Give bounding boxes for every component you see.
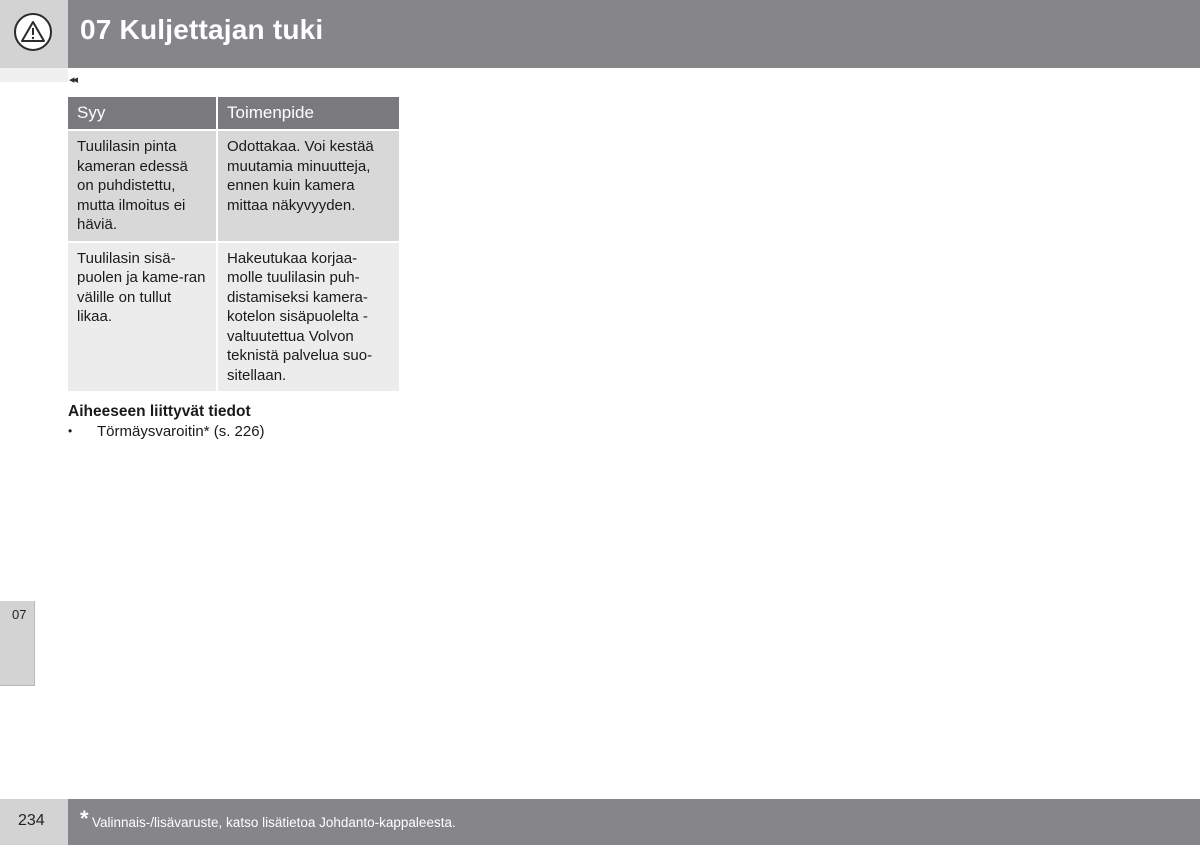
cause-cell: Tuulilasin pinta kameran edessä on puhdistettu, mutta ilmoitus ei häviä. — [68, 131, 216, 241]
table-header-row — [68, 97, 399, 129]
asterisk-icon: * — [80, 806, 89, 831]
footer-note: Valinnais-/lisävaruste, katso lisätietoa Johdanto-kappaleesta. — [92, 815, 456, 830]
table-row — [68, 243, 399, 392]
header-left-strip — [0, 68, 68, 82]
warning-triangle-icon — [14, 13, 52, 51]
footer-bar — [68, 799, 1200, 845]
chapter-tab-label: 07 — [12, 607, 27, 622]
cause-cell: Tuulilasin sisä-puolen ja kame-ran välille on tullut likaa. — [68, 243, 216, 392]
double-chevron-left-icon[interactable]: ◂◂ — [69, 74, 77, 86]
page-number: 234 — [18, 812, 45, 829]
chapter-header — [68, 0, 1200, 68]
column-header-cause: Syy — [68, 97, 216, 129]
column-header-action: Toimenpide — [218, 97, 399, 129]
list-item[interactable] — [68, 423, 265, 440]
action-cell: Hakeutukaa korjaa-molle tuulilasin puh-distamiseksi kamera-kotelon sisäpuolelta - valtuutettua Volvon teknistä palvelua suo-sitellaan. — [218, 243, 399, 392]
header-icon-box — [0, 0, 68, 68]
chapter-title: 07 Kuljettajan tuki — [80, 14, 324, 45]
footer-page-box — [0, 799, 68, 845]
related-info-list — [68, 423, 265, 440]
related-info-heading: Aiheeseen liittyvät tiedot — [68, 403, 251, 420]
related-link[interactable]: Törmäysvaroitin* (s. 226) — [97, 423, 265, 440]
action-cell: Odottakaa. Voi kestää muutamia minuutteja, ennen kuin kamera mittaa näkyvyyden. — [218, 131, 399, 241]
table-row — [68, 131, 399, 241]
cause-action-table — [66, 95, 401, 393]
chapter-tab — [0, 601, 35, 686]
bullet-icon: • — [68, 424, 73, 438]
